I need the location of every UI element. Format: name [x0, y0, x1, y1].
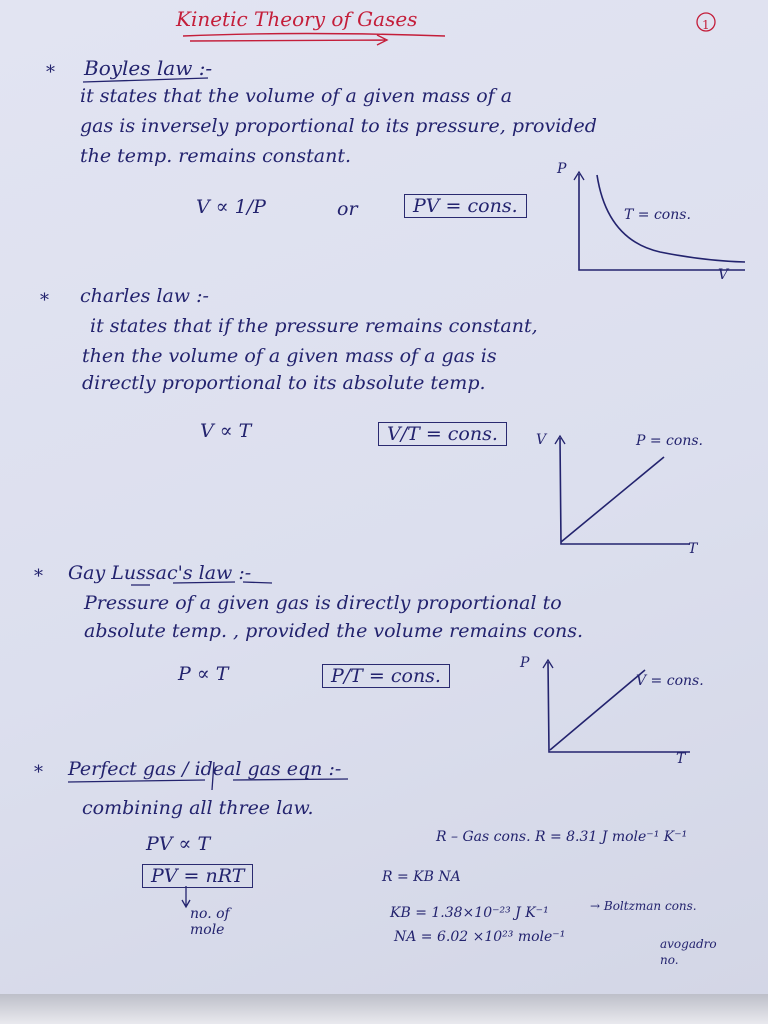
page-number: 1 — [702, 18, 710, 32]
ideal-line-1: combining all three law. — [82, 797, 314, 819]
ideal-equation-box: PV = nRT — [142, 864, 253, 888]
gay-heading: Gay Lussac's law :- — [68, 562, 252, 584]
ideal-r-definition: R – Gas cons. R = 8.31 J mole⁻¹ K⁻¹ — [436, 829, 688, 845]
charles-graph-xlabel: T — [688, 541, 698, 557]
mole-arrow — [182, 886, 190, 907]
gay-graph-ylabel: P — [520, 655, 530, 671]
charles-relation: V ∝ T — [200, 420, 252, 442]
boyles-line-3: the temp. remains constant. — [80, 145, 352, 167]
ideal-kb: KB = 1.38×10⁻²³ J K⁻¹ — [390, 905, 549, 921]
charles-line-2: then the volume of a given mass of a gas is — [82, 345, 497, 367]
charles-graph-ylabel: V — [536, 432, 547, 448]
boyles-or: or — [337, 198, 358, 220]
charles-line-1: it states that if the pressure remains constant, — [90, 315, 538, 337]
ideal-heading: Perfect gas / ideal gas eqn :- — [68, 758, 342, 780]
gay-formula-box: P/T = cons. — [322, 664, 450, 688]
ideal-mole-note: no. of mole — [190, 906, 230, 938]
ideal-na-name: avogadro no. — [660, 937, 717, 967]
gay-line-2: absolute temp. , provided the volume remains cons. — [84, 620, 584, 642]
boyles-graph-xlabel: V — [718, 267, 729, 283]
gay-relation: P ∝ T — [178, 663, 229, 685]
charles-graph — [555, 436, 690, 544]
bullet: * — [34, 566, 43, 587]
charles-heading: charles law :- — [80, 285, 209, 307]
charles-graph-annotation: P = cons. — [636, 433, 703, 449]
boyles-heading: Boyles law :- — [84, 56, 213, 80]
boyles-line-2: gas is inversely proportional to its pressure, provided — [80, 115, 597, 137]
ideal-relation: PV ∝ T — [146, 833, 211, 855]
gay-graph-xlabel: T — [676, 751, 686, 767]
page-title: Kinetic Theory of Gases — [176, 7, 418, 31]
charles-line-3: directly proportional to its absolute temp. — [82, 372, 486, 394]
title-underline-arrow — [190, 35, 387, 45]
title-underline — [183, 34, 445, 37]
boyles-graph-annotation: T = cons. — [624, 207, 691, 223]
charles-line — [561, 457, 664, 542]
gay-line — [550, 670, 645, 750]
gay-line-1: Pressure of a given gas is directly proportional to — [84, 592, 562, 614]
boyles-line-1: it states that the volume of a given mass of a — [80, 85, 513, 107]
bullet: * — [40, 290, 49, 311]
charles-axes — [560, 438, 690, 544]
charles-formula-box: V/T = cons. — [378, 422, 507, 446]
gay-graph-annotation: V = cons. — [636, 673, 704, 689]
bullet: * — [34, 762, 43, 783]
boyles-relation: V ∝ 1/P — [196, 196, 266, 218]
ideal-kb-name: → Boltzman cons. — [590, 899, 697, 913]
boyles-formula-box: PV = cons. — [404, 194, 527, 218]
ideal-r-relation: R = KB NA — [382, 869, 461, 885]
ideal-na: NA = 6.02 ×10²³ mole⁻¹ — [394, 929, 566, 945]
boyles-graph-ylabel: P — [557, 161, 567, 177]
bullet: * — [46, 62, 55, 83]
